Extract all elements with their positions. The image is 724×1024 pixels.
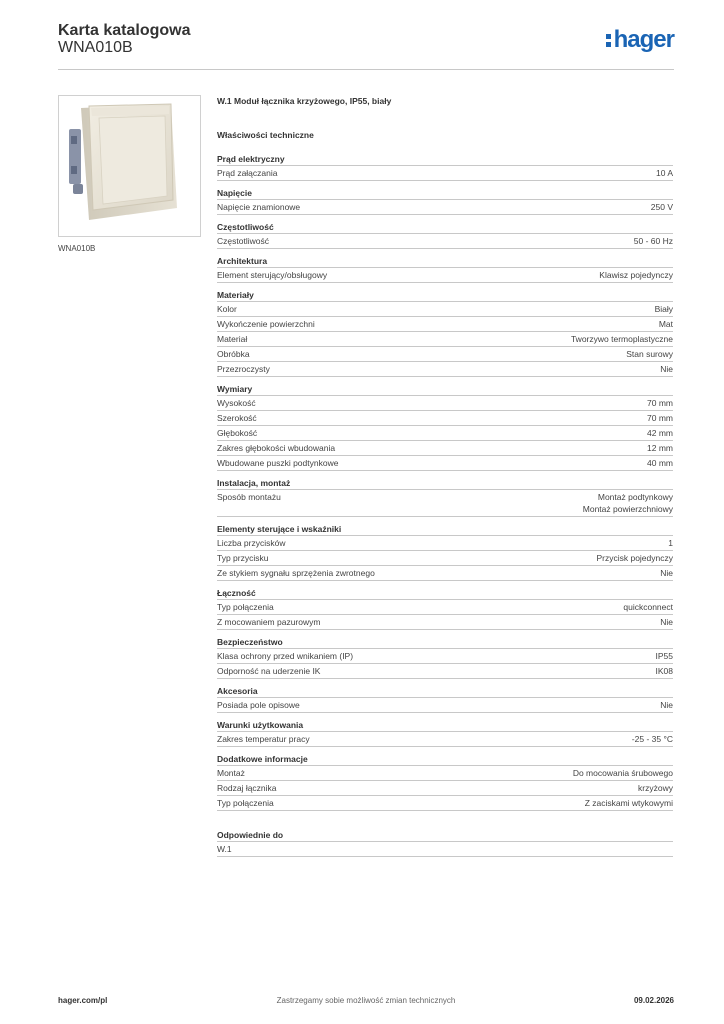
spec-section xyxy=(217,255,673,283)
spec-section xyxy=(217,685,673,713)
spec-label: Sposób montażu xyxy=(217,492,281,502)
spec-label: Obróbka xyxy=(217,349,250,359)
document-title: Karta katalogowa xyxy=(58,22,191,39)
spec-label: Częstotliwość xyxy=(217,236,269,246)
spec-label: Posiada pole opisowe xyxy=(217,700,300,710)
section-title: Prąd elektryczny xyxy=(217,153,673,166)
spec-value: Nie xyxy=(660,617,673,627)
spec-row xyxy=(217,426,673,441)
spec-row xyxy=(217,268,673,283)
section-title: Elementy sterujące i wskaźniki xyxy=(217,523,673,536)
spec-section xyxy=(217,477,673,517)
spec-label: Ze stykiem sygnału sprzężenia zwrotnego xyxy=(217,568,375,578)
page-header xyxy=(58,20,674,70)
spec-value: IK08 xyxy=(655,666,673,676)
spec-value: 50 - 60 Hz xyxy=(633,236,673,246)
spec-row xyxy=(217,411,673,426)
spec-value: IP55 xyxy=(655,651,673,661)
section-title: Warunki użytkowania xyxy=(217,719,673,732)
spec-label: Szerokość xyxy=(217,413,257,423)
spec-label: Z mocowaniem pazurowym xyxy=(217,617,321,627)
spec-value: quickconnect xyxy=(623,602,673,612)
spec-row xyxy=(217,766,673,781)
section-title: Architektura xyxy=(217,255,673,268)
spec-label: Typ połączenia xyxy=(217,798,274,808)
spec-section xyxy=(217,523,673,581)
spec-row xyxy=(217,456,673,471)
spec-row xyxy=(217,649,673,664)
spec-value: 40 mm xyxy=(647,458,673,468)
spec-row xyxy=(217,664,673,679)
spec-section xyxy=(217,753,673,811)
spec-row xyxy=(217,166,673,181)
spec-sections xyxy=(217,153,673,857)
spec-row xyxy=(217,781,673,796)
spec-row xyxy=(217,551,673,566)
spec-section xyxy=(217,187,673,215)
spec-label: Rodzaj łącznika xyxy=(217,783,277,793)
spec-row xyxy=(217,732,673,747)
spec-value: Do mocowania śrubowego xyxy=(572,768,673,778)
product-image xyxy=(58,95,201,237)
section-title: Odpowiednie do xyxy=(217,829,673,842)
section-title: Dodatkowe informacje xyxy=(217,753,673,766)
spec-section xyxy=(217,383,673,471)
spec-row xyxy=(217,200,673,215)
spec-section xyxy=(217,587,673,630)
spec-label: Przezroczysty xyxy=(217,364,270,374)
logo-text: hager xyxy=(613,26,674,53)
spec-label: Montaż xyxy=(217,768,245,778)
spec-label: Klasa ochrony przed wnikaniem (IP) xyxy=(217,651,354,661)
spec-value: 42 mm xyxy=(647,428,673,438)
spec-label: Odporność na uderzenie IK xyxy=(217,666,321,676)
spec-value: Z zaciskami wtykowymi xyxy=(584,798,673,808)
spec-row xyxy=(217,396,673,411)
spec-value: 10 A xyxy=(655,168,673,178)
section-title: Napięcie xyxy=(217,187,673,200)
spec-row xyxy=(217,842,673,857)
spec-row xyxy=(217,302,673,317)
spec-value: Stan surowy xyxy=(626,349,673,359)
section-title: Wymiary xyxy=(217,383,673,396)
spec-value: Biały xyxy=(654,304,673,314)
section-title: Materiały xyxy=(217,289,673,302)
section-title: Częstotliwość xyxy=(217,221,673,234)
spec-value: Montaż podtynkowy Montaż powierzchniowy xyxy=(582,492,673,514)
section-title: Bezpieczeństwo xyxy=(217,636,673,649)
product-specification xyxy=(217,95,673,863)
product-code: WNA010B xyxy=(58,39,133,56)
spec-value: Nie xyxy=(660,568,673,578)
spec-value: 70 mm xyxy=(647,398,673,408)
spec-label: Wykończenie powierzchni xyxy=(217,319,315,329)
spec-label: Materiał xyxy=(217,334,248,344)
spec-label: Głębokość xyxy=(217,428,258,438)
spec-value: Mat xyxy=(658,319,673,329)
spec-row xyxy=(217,600,673,615)
spec-label: Napięcie znamionowe xyxy=(217,202,301,212)
spec-value: 70 mm xyxy=(647,413,673,423)
spec-row xyxy=(217,490,673,517)
spec-section xyxy=(217,289,673,377)
spec-value: Nie xyxy=(660,364,673,374)
spec-row xyxy=(217,332,673,347)
spec-label: Wysokość xyxy=(217,398,256,408)
spec-section xyxy=(217,636,673,679)
spec-row xyxy=(217,536,673,551)
spec-section xyxy=(217,829,673,857)
spec-label: Typ przycisku xyxy=(217,553,269,563)
footer-disclaimer: Zastrzegamy sobie możliwość zmian technicznych xyxy=(276,996,456,1005)
technical-properties-heading: Właściwości techniczne xyxy=(217,130,314,140)
spec-label: Wbudowane puszki podtynkowe xyxy=(217,458,339,468)
spec-section xyxy=(217,153,673,181)
spec-row xyxy=(217,796,673,811)
spec-row xyxy=(217,347,673,362)
page-footer xyxy=(58,996,674,1010)
spec-value: krzyżowy xyxy=(638,783,673,793)
image-caption: WNA010B xyxy=(58,244,96,253)
section-title: Instalacja, montaż xyxy=(217,477,673,490)
spec-label: Element sterujący/obsługowy xyxy=(217,270,328,280)
spec-value: 12 mm xyxy=(647,443,673,453)
spec-row xyxy=(217,698,673,713)
spec-value: Klawisz pojedynczy xyxy=(599,270,673,280)
spec-row xyxy=(217,566,673,581)
spec-value: 250 V xyxy=(650,202,673,212)
hager-logo xyxy=(606,26,674,54)
footer-date: 09.02.2026 xyxy=(633,996,674,1005)
spec-row xyxy=(217,615,673,630)
spec-label: Kolor xyxy=(217,304,237,314)
spec-value: Tworzywo termoplastyczne xyxy=(570,334,673,344)
spec-value: Przycisk pojedynczy xyxy=(596,553,673,563)
logo-dots-icon xyxy=(606,30,612,48)
switch-module-illustration xyxy=(59,96,200,236)
spec-row xyxy=(217,362,673,377)
spec-value: 1 xyxy=(668,538,673,548)
spec-label: Zakres głębokości wbudowania xyxy=(217,443,336,453)
spec-row xyxy=(217,441,673,456)
spec-label: Liczba przycisków xyxy=(217,538,286,548)
spec-row xyxy=(217,234,673,249)
spec-label: W.1 xyxy=(217,844,232,854)
spec-label: Prąd załączania xyxy=(217,168,278,178)
spec-section xyxy=(217,719,673,747)
product-name: W.1 Moduł łącznika krzyżowego, IP55, biały xyxy=(217,96,392,106)
spec-value: -25 - 35 °C xyxy=(631,734,673,744)
footer-website: hager.com/pl xyxy=(58,996,108,1005)
spec-section xyxy=(217,221,673,249)
spec-value: Nie xyxy=(660,700,673,710)
section-title: Łączność xyxy=(217,587,673,600)
section-title: Akcesoria xyxy=(217,685,673,698)
spec-label: Zakres temperatur pracy xyxy=(217,734,310,744)
spec-row xyxy=(217,317,673,332)
spec-label: Typ połączenia xyxy=(217,602,274,612)
